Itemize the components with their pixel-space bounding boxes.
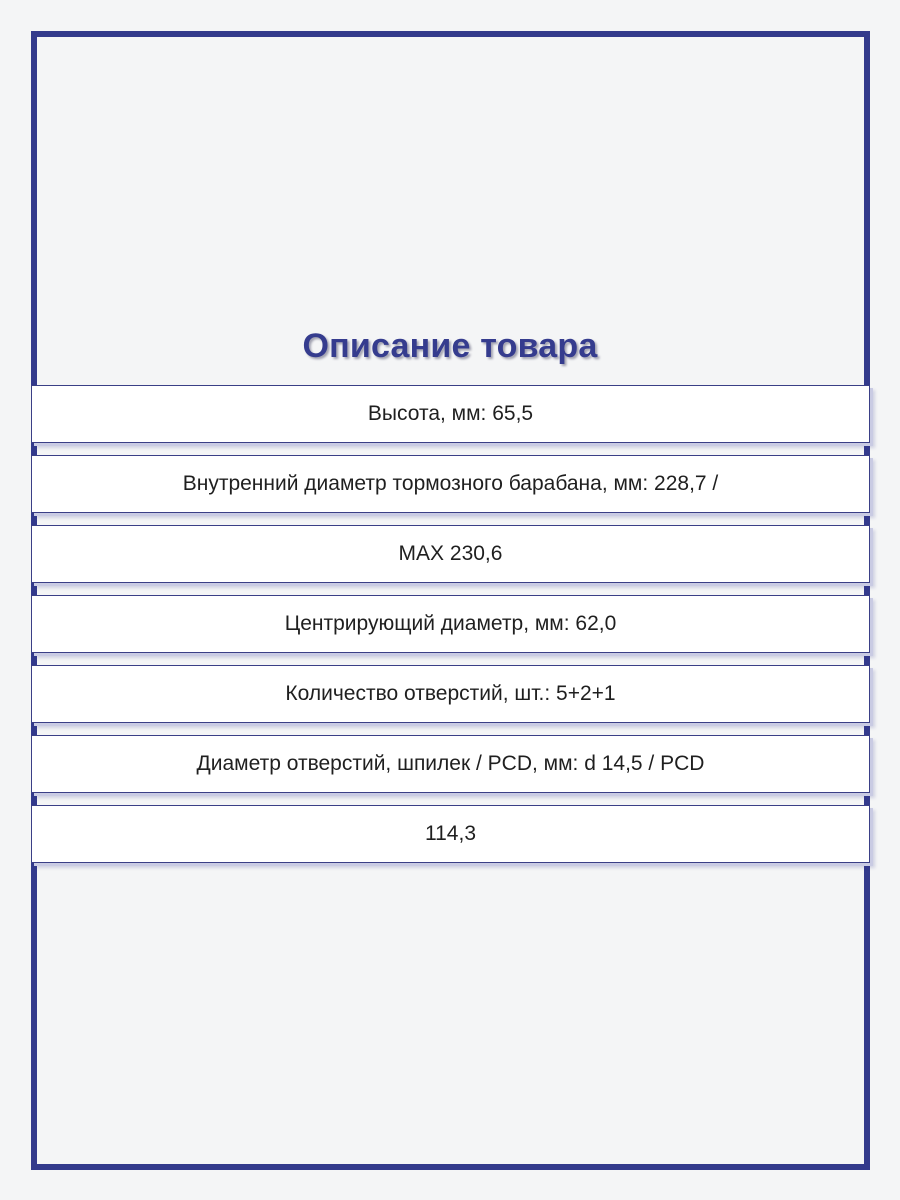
spec-row-height: Высота, мм: 65,5 [31, 385, 870, 443]
spec-row-hole-count: Количество отверстий, шт.: 5+2+1 [31, 665, 870, 723]
spec-row-drum-inner-diameter: Внутренний диаметр тормозного барабана, мм: 228,7 / [31, 455, 870, 513]
spec-row-pcd-value: 114,3 [31, 805, 870, 863]
spec-row-center-diameter: Центрирующий диаметр, мм: 62,0 [31, 595, 870, 653]
spec-row-drum-max: MAX 230,6 [31, 525, 870, 583]
page-title: Описание товара [302, 327, 598, 365]
spec-row-hole-diameter-pcd: Диаметр отверстий, шпилек / PCD, мм: d 14,5 / PCD [31, 735, 870, 793]
spec-list [31, 385, 870, 875]
